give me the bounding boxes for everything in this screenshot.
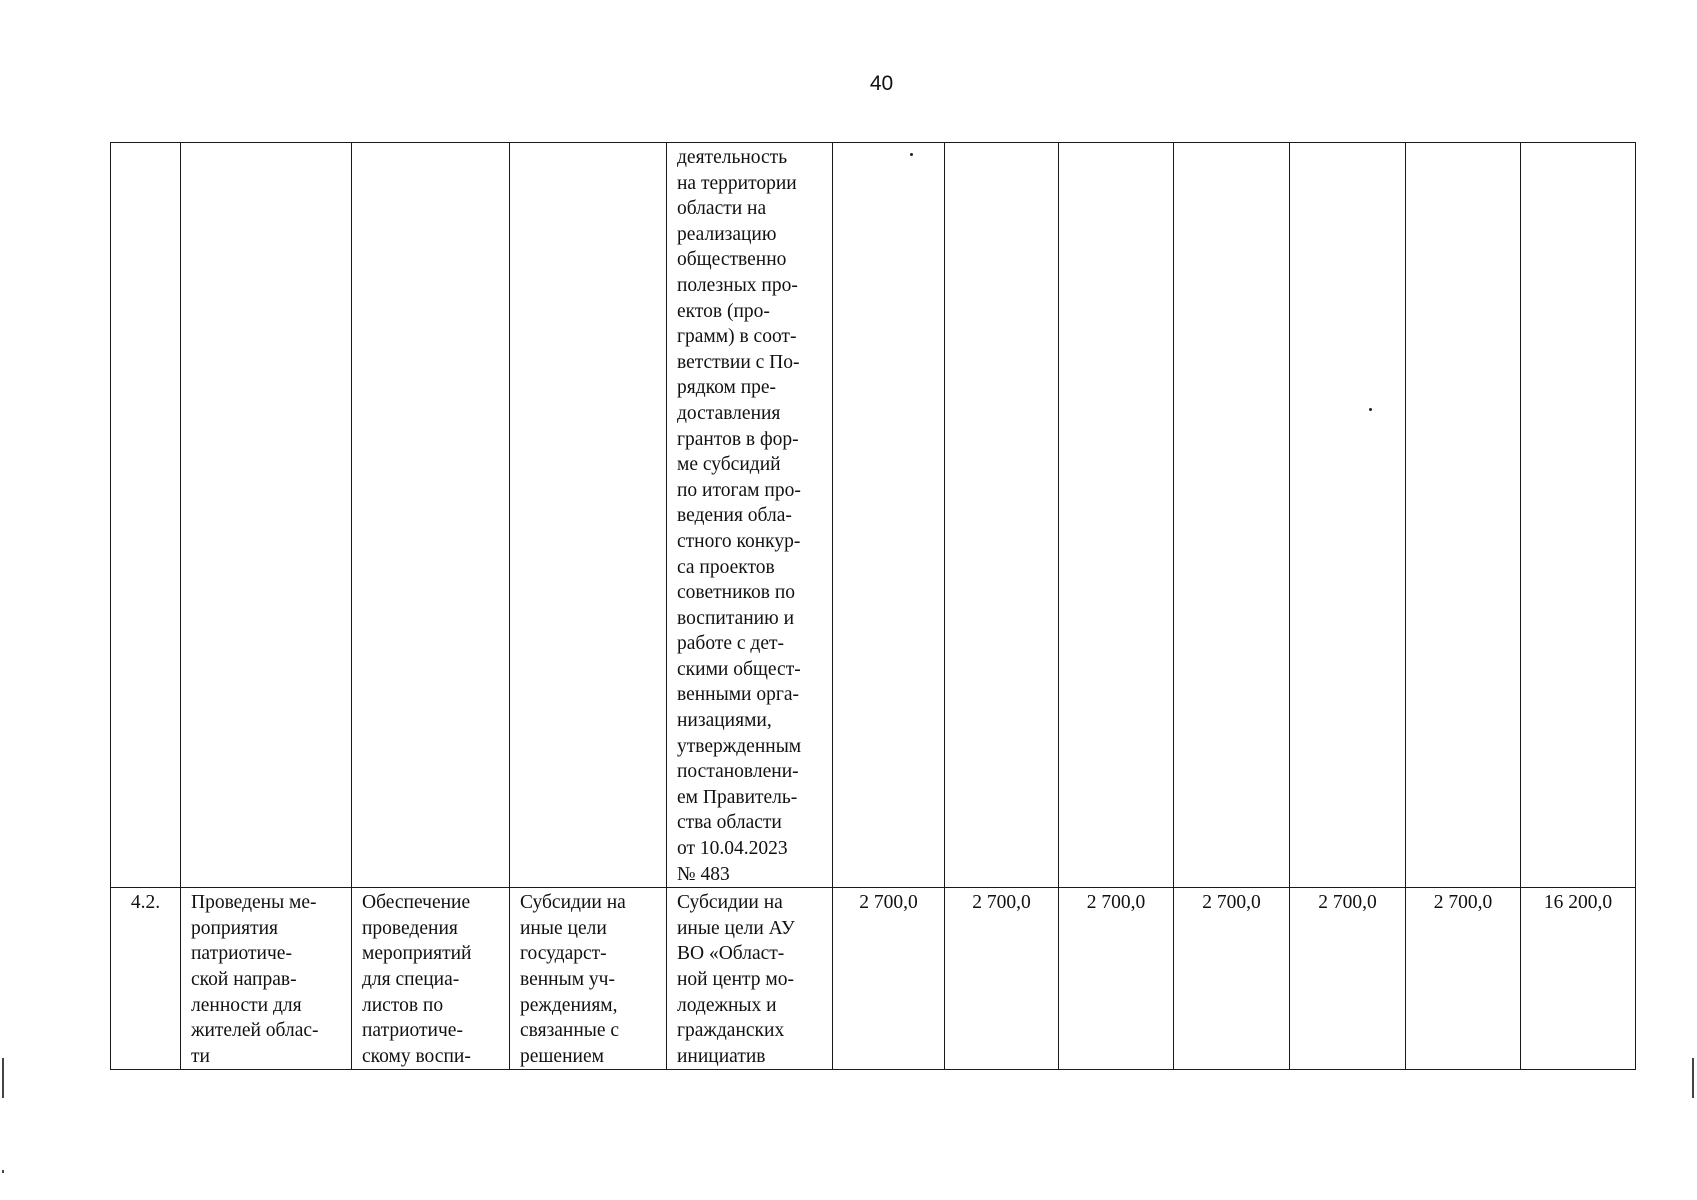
cell-measure	[352, 143, 510, 888]
cell-result	[181, 143, 352, 888]
cell-value-total: 16 200,0	[1521, 888, 1636, 1070]
cell-value-year-1	[833, 143, 945, 888]
scan-edge-mark	[1692, 1058, 1694, 1098]
cell-result: Проведены ме- роприятия патриотиче- ской направ- ленности для жителей облас- ти	[181, 888, 352, 1070]
cell-expense-type	[510, 143, 667, 888]
cell-value-year-3: 2 700,0	[1059, 888, 1174, 1070]
table-row-continuation	[111, 143, 1636, 888]
cell-value-year-4	[1174, 143, 1290, 888]
cell-value-year-4: 2 700,0	[1174, 888, 1290, 1070]
cell-index: 4.2.	[111, 888, 181, 1070]
scan-edge-mark	[2, 1170, 4, 1173]
cell-description: Субсидии на иные цели АУ ВО «Област- ной центр мо- лодежных и гражданских инициатив	[667, 888, 833, 1070]
cell-value-year-1: 2 700,0	[833, 888, 945, 1070]
cell-description: деятельность на территории области на реализацию общественно полезных про- ектов (про- грамм) в соот- ветствии с По- рядком пре- доставления грантов в фор- ме субсидий по итогам про- ведения обла- стного конкур- са проектов советников по воспитанию и работе с дет- скими общест- венными орга- низациями, утвержденным постановлени- ем Правитель- ства области от 10.04.2023 № 483	[667, 143, 833, 888]
cell-value-year-2: 2 700,0	[945, 888, 1059, 1070]
cell-value-year-3	[1059, 143, 1174, 888]
table-row-4-2	[111, 888, 1636, 1070]
cell-expense-type: Субсидии на иные цели государст- венным уч- реждениям, связанные с решением	[510, 888, 667, 1070]
page-number: 40	[869, 72, 894, 95]
cell-value-total	[1521, 143, 1636, 888]
cell-value-year-6	[1406, 143, 1521, 888]
program-activities-table	[110, 142, 1636, 1070]
cell-index	[111, 143, 181, 888]
scan-speck	[1369, 408, 1372, 411]
cell-value-year-5	[1290, 143, 1406, 888]
cell-measure: Обеспечение проведения мероприятий для специа- листов по патриотиче- скому воспи-	[352, 888, 510, 1070]
cell-value-year-2	[945, 143, 1059, 888]
scan-speck	[910, 153, 913, 156]
scan-edge-mark	[2, 1058, 4, 1098]
cell-value-year-5: 2 700,0	[1290, 888, 1406, 1070]
cell-value-year-6: 2 700,0	[1406, 888, 1521, 1070]
